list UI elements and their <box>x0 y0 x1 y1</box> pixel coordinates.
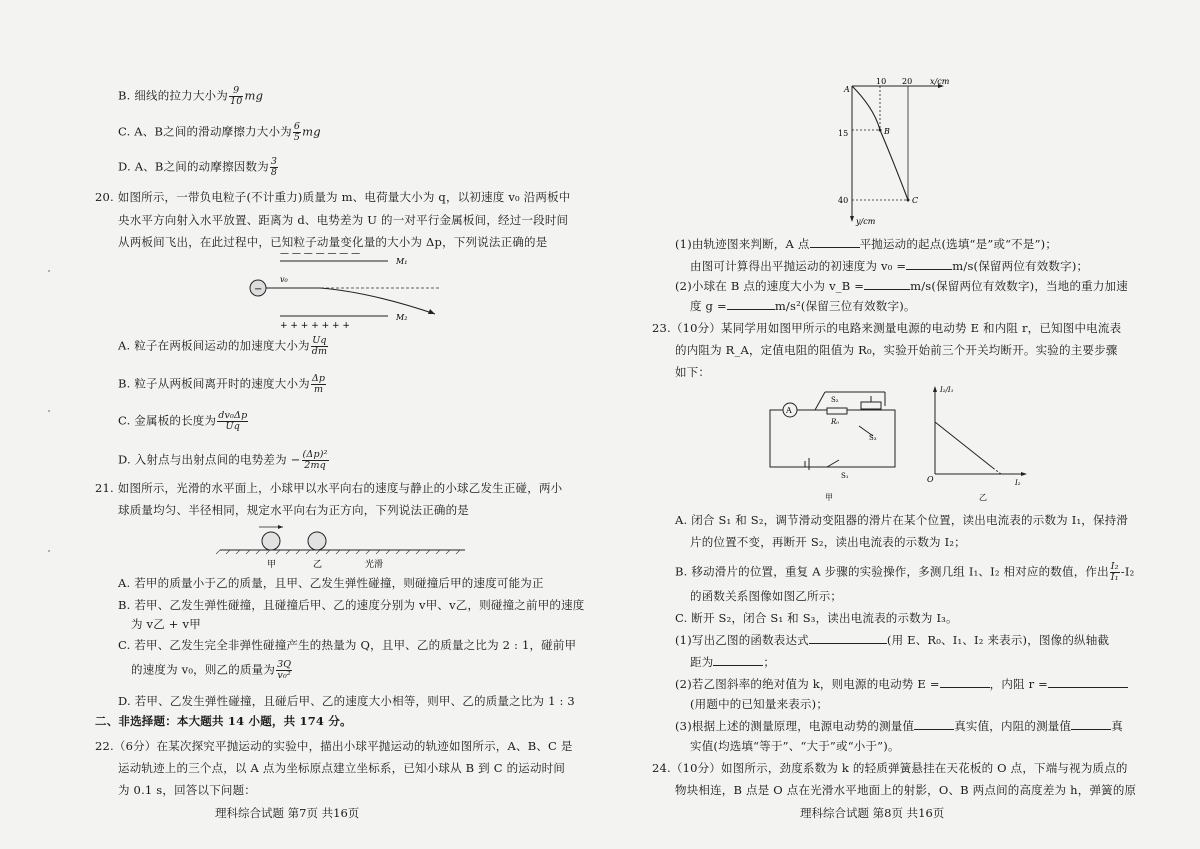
q21-fig-jia: 甲 <box>267 560 277 570</box>
answer-blank[interactable] <box>713 654 763 666</box>
q23-line-1: 23.（10分）某同学用如图甲所示的电路来测量电源的电动势 E 和内阻 r，已知图中电流表 <box>652 321 1122 335</box>
resistor-r0 <box>827 408 847 414</box>
q22-part2-line1: (2)小球在 B 点的速度大小为 v_B = m/s(保留两位有效数字)，当地的重力加速 <box>675 279 1128 293</box>
footer-page-7: 理科综合试题 第7页 共16页 <box>215 806 360 820</box>
answer-blank[interactable] <box>864 278 910 290</box>
ball-jia <box>262 532 280 550</box>
q23-step-b-2: 的函数关系图像如图乙所示； <box>690 589 843 603</box>
q22-line-3: 为 0.1 s，回答以下问题： <box>118 783 257 797</box>
q20-line-1: 20. 如图所示，一带负电粒子(不计重力)质量为 m、电荷量大小为 q，以初速度 v₀ 沿两板中 <box>95 190 571 204</box>
q22-line-2: 运动轨迹上的三个点，以 A 点为坐标原点建立坐标系，已知小球从 B 到 C 的运动时间 <box>118 761 566 775</box>
q20-figure <box>240 248 440 330</box>
footer-page-8: 理科综合试题 第8页 共16页 <box>800 806 945 820</box>
switch-s1-label: S₁ <box>841 472 849 480</box>
q23-part3-line2: 实值(均选填“等于”、“大于”或“小于”)。 <box>690 739 900 753</box>
q23-part2-line1: (2)若乙图斜率的绝对值为 k，则电源的电动势 E = ，内阻 r = <box>675 676 1128 692</box>
q21-option-a: A. 若甲的质量小于乙的质量，且甲、乙发生弹性碰撞，则碰撞后甲的速度可能为正 <box>118 576 544 590</box>
fig-jia-label: 甲 <box>825 493 833 502</box>
q23-part1-line1: (1)写出乙图的函数表达式 (用 E、R₀、I₁、I₂ 来表示)，图像的纵轴截 <box>675 633 1110 647</box>
q21-line-1: 21. 如图所示，光滑的水平面上，小球甲以水平向右的速度与静止的小球乙发生正碰，两小 <box>95 481 563 495</box>
graph-y-label: y/cm <box>856 217 876 226</box>
q21-fig-smooth: 光滑 <box>365 560 384 570</box>
q21-option-d: D. 若甲、乙发生弹性碰撞，且碰后甲、乙的速度大小相等，则甲、乙的质量之比为 1 : 3 <box>118 694 575 708</box>
q20-option-c: C. 金属板的长度为 $\frac{\text{dv₀Δp}}{Uq}$ <box>118 410 248 432</box>
scan-speck <box>48 410 50 412</box>
resistor-r0-label: R₀ <box>831 418 840 426</box>
graph-x-label: x/cm <box>930 78 950 86</box>
q23-part3-line1: (3)根据上述的测量原理，电源电动势的测量值 真实值，内阻的测量值 真 <box>675 719 1123 733</box>
q20-option-b: B. 粒子从两板间离开时的速度大小为 $\frac{\Delta p}{m}$ <box>118 373 326 395</box>
ball-yi <box>308 532 326 550</box>
answer-blank[interactable] <box>906 258 952 270</box>
q23-step-b-1: B. 移动滑片的位置，重复 A 步骤的实验操作，多测几组 I₁、I₂ 相对应的数值，作出 $\frac{\text{I₂}}{\text{I₁}}$ -I₂ <box>675 561 1135 583</box>
q20-option-a: A. 粒子在两板间运动的加速度大小为 $\frac{Uq}{dm}$ <box>118 335 328 357</box>
q23-step-c: C. 断开 S₂，闭合 S₁ 和 S₃，读出电流表的示数为 I₃。 <box>675 611 958 625</box>
switch-s3-label: S₃ <box>869 434 877 442</box>
q20-line-3: 从两板间飞出，在此过程中，已知粒子动量变化量的大小为 Δp，下列说法正确的是 <box>118 235 548 249</box>
q23-part1-line2: 距为 ； <box>690 655 776 669</box>
answer-blank[interactable] <box>940 676 990 688</box>
section-2-heading: 二、非选择题：本大题共 14 小题，共 174 分。 <box>95 714 352 728</box>
q21-option-b-2: 为 v乙 + v甲 <box>131 617 201 631</box>
graph-tick-y15: 15 <box>838 129 849 138</box>
fig-origin-label: O <box>927 475 934 484</box>
graph-tick-y40: 40 <box>838 196 849 205</box>
point-a-label: A <box>844 85 850 94</box>
q22-line-1: 22.（6分）在某次探究平抛运动的实验中，描出小球平抛运动的轨迹如图所示，A、B、C 是 <box>95 739 573 753</box>
q23-figures <box>765 382 1035 507</box>
answer-blank[interactable] <box>810 236 860 248</box>
scan-speck <box>48 270 50 272</box>
answer-blank[interactable] <box>914 718 954 730</box>
fig-xaxis-label: I₂ <box>1015 479 1021 487</box>
q20-option-d: D. 入射点与出射点间的电势差为 − $\frac{\text{(Δp)²}}{2mq}$ <box>118 449 328 471</box>
q22-part2-line2: 度 g = m/s²(保留三位有效数字)。 <box>690 299 916 313</box>
q23-line-2: 的内阻为 R_A，定值电阻的阻值为 R₀，实验开始前三个开关均断开。实验的主要步骤 <box>675 343 1118 357</box>
answer-blank[interactable] <box>1048 676 1128 688</box>
q21-line-2: 球质量均匀、半径相同，规定水平向右为正方向，下列说法正确的是 <box>118 503 469 517</box>
q19-option-b: B. 细线的拉力大小为 $\frac{9}{10}$ mg <box>118 85 264 107</box>
q24-line-1: 24.（10分）如图所示，劲度系数为 k 的轻质弹簧悬挂在天花板的 O 点，下端与视为质点的 <box>652 761 1128 775</box>
q20-fig-minus: — — — — — — — <box>280 249 361 259</box>
q20-fig-plus: + + + + + + + <box>280 321 350 330</box>
q21-option-c-1: C. 若甲、乙发生完全非弹性碰撞产生的热量为 Q，且甲、乙的质量之比为 2 : 1，碰前甲 <box>118 638 577 652</box>
right-page <box>600 0 1200 849</box>
q19-option-c: C. A、B之间的滑动摩擦力大小为 $\frac{6}{5}$ mg <box>118 121 321 143</box>
fig-yi-label: 乙 <box>979 493 987 502</box>
q22-part1-line1: (1)由轨迹图来判断，A 点 平抛运动的起点(选填“是”或“不是”)； <box>675 237 1058 251</box>
ammeter-label: A <box>786 406 792 415</box>
q23-step-a-1: A. 闭合 S₁ 和 S₂，调节滑动变阻器的滑片在某个位置，读出电流表的示数为 I₁，保持滑 <box>675 513 1129 527</box>
switch-s2-label: S₂ <box>831 396 839 404</box>
graph-tick-x10: 10 <box>876 78 887 86</box>
q20-fig-v0: v₀ <box>280 275 288 284</box>
point-b-label: B <box>884 127 890 136</box>
q24-line-2: 物块相连，B 点是 O 点在光滑水平地面上的射影，O、B 两点间的高度差为 h，弹簧的原 <box>675 783 1137 797</box>
q21-fig-yi: 乙 <box>313 560 323 570</box>
q20-fig-charge: − <box>254 284 263 295</box>
scan-speck <box>48 550 50 552</box>
q21-option-b-1: B. 若甲、乙发生弹性碰撞，且碰撞后甲、乙的速度分别为 v甲、v乙，则碰撞之前甲的速度 <box>118 598 585 612</box>
answer-blank[interactable] <box>727 298 775 310</box>
q20-fig-m2: M₂ <box>396 313 408 322</box>
q20-line-2: 央水平方向射入水平放置、距离为 d、电势差为 U 的一对平行金属板间，经过一段时间 <box>118 213 569 227</box>
fig-yaxis-label: I₂/I₁ <box>940 386 954 394</box>
q23-part2-line2: (用题中的已知量来表示)； <box>690 697 829 711</box>
q22-part1-line2: 由图可计算得出平抛运动的初速度为 v₀ = m/s(保留两位有效数字)； <box>690 259 1089 273</box>
q20-fig-m1: M₁ <box>396 257 408 266</box>
graph-tick-x20: 20 <box>902 78 913 86</box>
q21-figure <box>215 517 470 572</box>
point-c-label: C <box>912 196 919 205</box>
answer-blank[interactable] <box>809 632 887 644</box>
q23-step-a-2: 片的位置不变，再断开 S₂，读出电流表的示数为 I₂； <box>690 535 966 549</box>
answer-blank[interactable] <box>1071 718 1111 730</box>
q21-option-c-2: 的速度为 v₀，则乙的质量为 $\frac{3Q}{\text{v₀²}}$ <box>131 659 292 681</box>
q19-option-d: D. A、B之间的动摩擦因数为 $\frac{3}{8}$ <box>118 156 278 178</box>
q22-trajectory-graph <box>830 78 980 228</box>
rheostat <box>861 402 881 409</box>
q23-line-3: 如下： <box>675 365 711 379</box>
